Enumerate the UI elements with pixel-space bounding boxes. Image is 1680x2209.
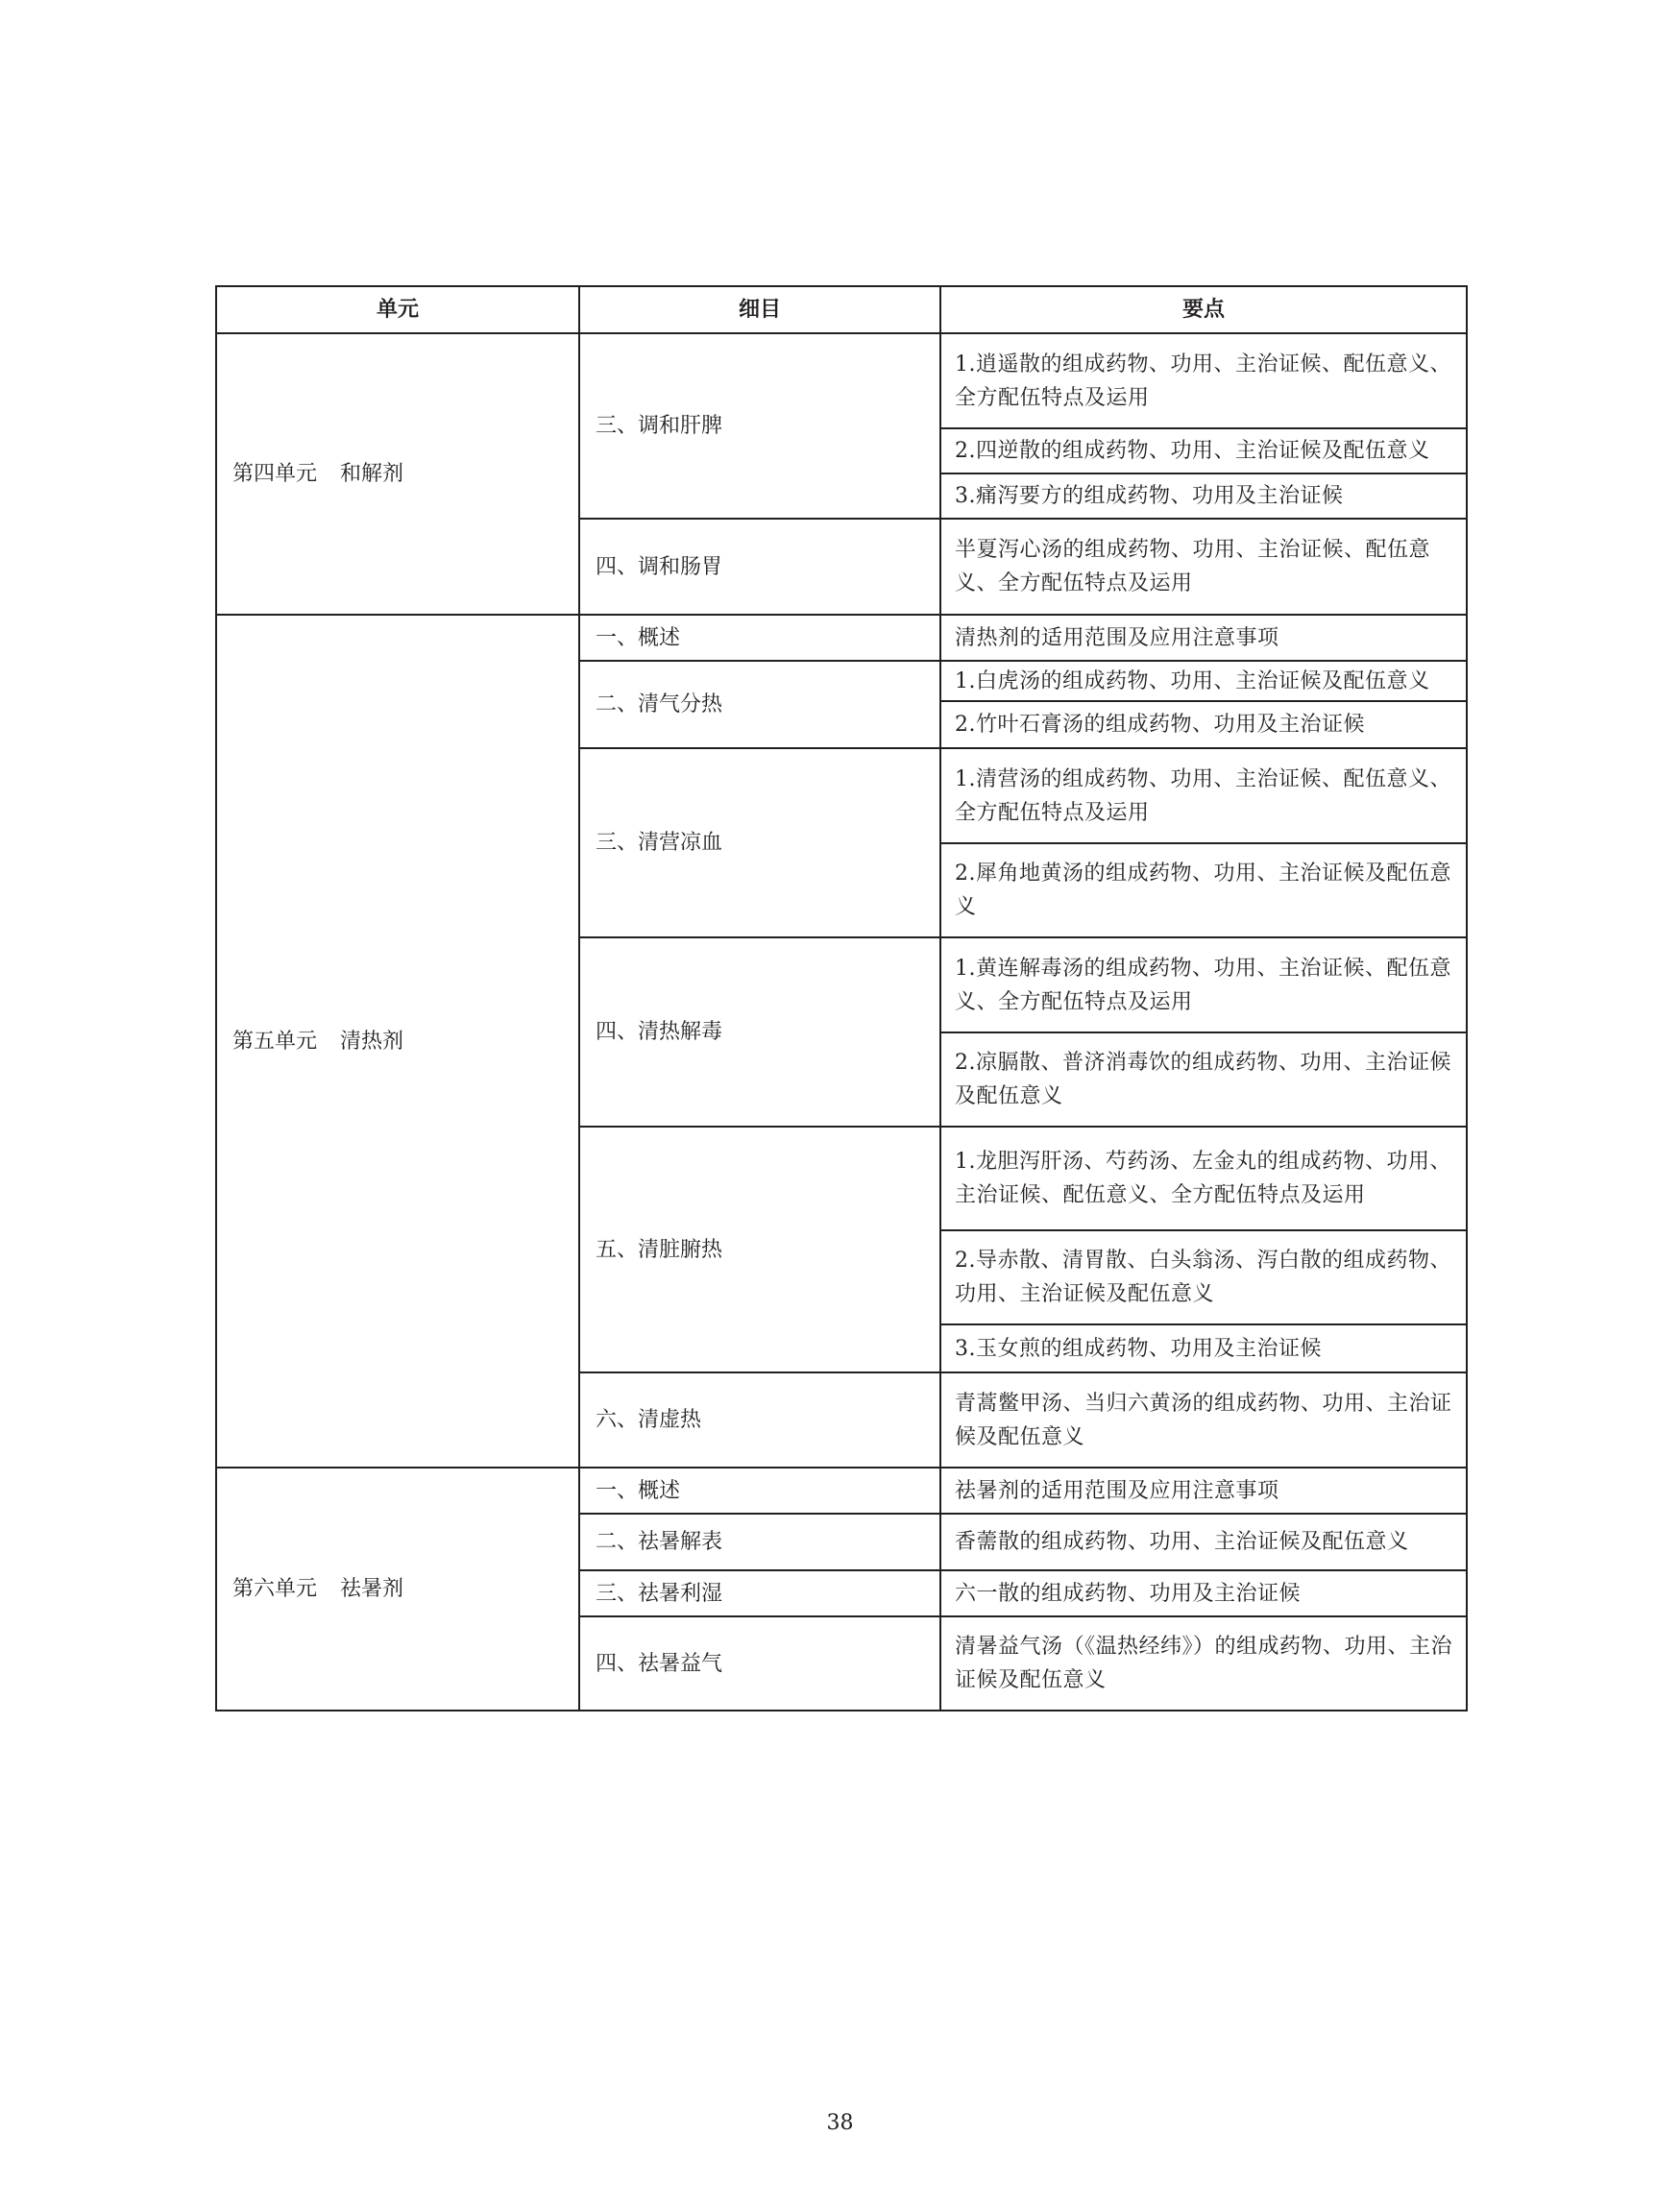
subitem-cell: 三、清营凉血	[579, 748, 940, 937]
table-header-row	[216, 286, 1467, 333]
unit-cell	[216, 615, 579, 1468]
unit-number: 第五单元	[232, 1029, 318, 1054]
subitem-cell: 一、概述	[579, 1468, 940, 1514]
table-row	[216, 615, 1467, 661]
page-number: 38	[826, 2111, 854, 2135]
subitem-cell: 五、清脏腑热	[579, 1127, 940, 1372]
key-point-cell: 2.竹叶石膏汤的组成药物、功用及主治证候	[940, 701, 1467, 748]
key-point-cell: 1.逍遥散的组成药物、功用、主治证候、配伍意义、全方配伍特点及运用	[940, 333, 1467, 428]
unit-cell	[216, 333, 579, 615]
subitem-cell: 六、清虚热	[579, 1372, 940, 1468]
header-unit: 单元	[216, 286, 579, 333]
unit-name: 和解剂	[340, 462, 404, 486]
key-point-cell: 2.犀角地黄汤的组成药物、功用、主治证候及配伍意义	[940, 843, 1467, 937]
key-point-cell: 3.玉女煎的组成药物、功用及主治证候	[940, 1324, 1467, 1372]
syllabus-table	[215, 285, 1468, 1711]
key-point-cell: 祛暑剂的适用范围及应用注意事项	[940, 1468, 1467, 1514]
subitem-cell: 三、祛暑利湿	[579, 1570, 940, 1616]
subitem-cell: 二、清气分热	[579, 661, 940, 748]
key-point-cell: 3.痛泻要方的组成药物、功用及主治证候	[940, 473, 1467, 519]
key-point-cell: 2.凉膈散、普济消毒饮的组成药物、功用、主治证候及配伍意义	[940, 1032, 1467, 1127]
unit-cell	[216, 1468, 579, 1711]
key-point-cell: 1.黄连解毒汤的组成药物、功用、主治证候、配伍意义、全方配伍特点及运用	[940, 937, 1467, 1032]
header-subitem: 细目	[579, 286, 940, 333]
key-point-cell: 2.四逆散的组成药物、功用、主治证候及配伍意义	[940, 428, 1467, 473]
header-key-points: 要点	[940, 286, 1467, 333]
subitem-cell: 四、清热解毒	[579, 937, 940, 1127]
key-point-cell: 六一散的组成药物、功用及主治证候	[940, 1570, 1467, 1616]
subitem-cell: 三、调和肝脾	[579, 333, 940, 519]
subitem-cell: 一、概述	[579, 615, 940, 661]
subitem-cell: 二、祛暑解表	[579, 1514, 940, 1570]
unit-number: 第四单元	[232, 462, 318, 486]
key-point-cell: 1.白虎汤的组成药物、功用、主治证候及配伍意义	[940, 661, 1467, 701]
table-row	[216, 1468, 1467, 1514]
unit-name: 清热剂	[340, 1029, 404, 1054]
subitem-cell: 四、祛暑益气	[579, 1616, 940, 1711]
unit-name: 祛暑剂	[340, 1577, 404, 1601]
key-point-cell: 1.清营汤的组成药物、功用、主治证候、配伍意义、全方配伍特点及运用	[940, 748, 1467, 843]
key-point-cell: 青蒿鳖甲汤、当归六黄汤的组成药物、功用、主治证候及配伍意义	[940, 1372, 1467, 1468]
key-point-cell: 清暑益气汤（《温热经纬》）的组成药物、功用、主治证候及配伍意义	[940, 1616, 1467, 1711]
key-point-cell: 2.导赤散、清胃散、白头翁汤、泻白散的组成药物、功用、主治证候及配伍意义	[940, 1230, 1467, 1324]
key-point-cell: 半夏泻心汤的组成药物、功用、主治证候、配伍意义、全方配伍特点及运用	[940, 519, 1467, 615]
unit-number: 第六单元	[232, 1577, 318, 1601]
subitem-cell: 四、调和肠胃	[579, 519, 940, 615]
key-point-cell: 1.龙胆泻肝汤、芍药汤、左金丸的组成药物、功用、主治证候、配伍意义、全方配伍特点及运用	[940, 1127, 1467, 1230]
key-point-cell: 清热剂的适用范围及应用注意事项	[940, 615, 1467, 661]
key-point-cell: 香薷散的组成药物、功用、主治证候及配伍意义	[940, 1514, 1467, 1570]
table-row	[216, 333, 1467, 428]
